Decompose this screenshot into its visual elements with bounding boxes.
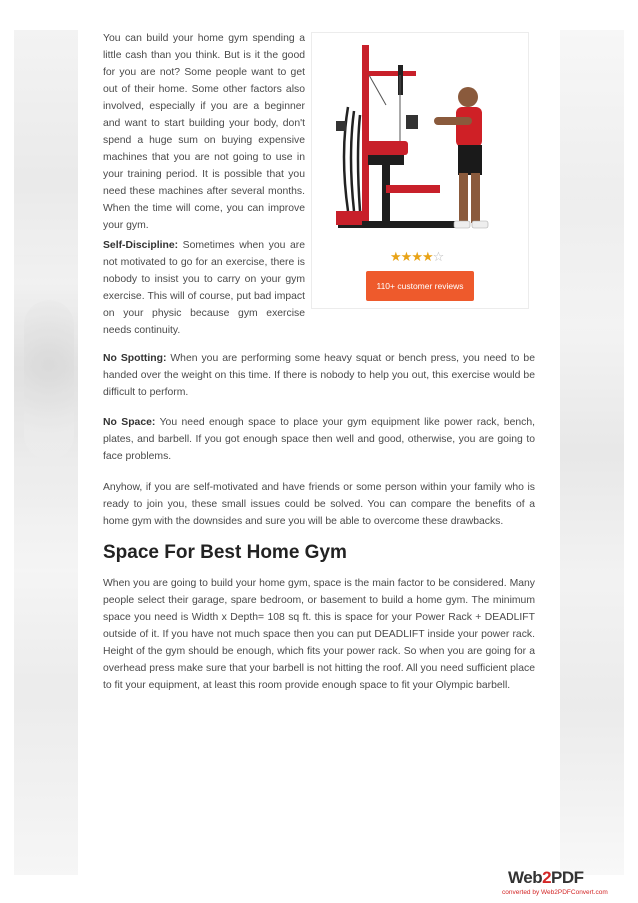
section-heading: Space For Best Home Gym — [103, 542, 347, 563]
self-discipline-text: Sometimes when you are not motivated to go for an exercise, there is nobody to insist you to carry on your gym exercise. This will of course, put bad impact on your physic because gym exercise needs continuity. — [103, 240, 305, 336]
home-gym-product-image[interactable] — [326, 35, 512, 247]
star-filled-icon: ★ — [421, 249, 433, 264]
no-space-paragraph — [103, 414, 535, 465]
space-paragraph: When you are going to build your home gym, space is the main factor to be considered. Many people select their garage, spare bedroom, or basement to build a home gym. The minimum space you need is Width x Depth= 108 sq ft. this is space for your Power Rack + DEADLIFT outside of it. If you have not much space then you can put DEADLIFT inside your power rack. Height of the gym should be enough, which fits your power rack. So when you are going for a overhead press make sure that your barbell is not hitting the roof. All you need sufficient place to fit your equipment, at least this room provide enough space to fit your Olympic barbell. — [103, 578, 535, 691]
no-spotting-text: When you are performing some heavy squat or bench press, you need to be handed over the weight on this time. If there is nobody to help you out, this exercise would be difficult to perform. — [103, 353, 535, 398]
converted-by-link[interactable]: converted by Web2PDFConvert.com — [502, 889, 608, 896]
no-space-label: No Space: — [103, 417, 156, 428]
no-spotting-label: No Spotting: — [103, 353, 167, 364]
web2pdf-logo[interactable] — [508, 868, 584, 888]
anyhow-paragraph: Anyhow, if you are self-motivated and have friends or some person within your family who is ready to join you, these small issues could be solved. You can compare the benefits of a home gym with the downsides and sure you will be able to overcome these drawbacks. — [103, 482, 535, 527]
self-discipline-paragraph — [103, 237, 305, 339]
article-page — [80, 28, 558, 873]
background-left-strip — [14, 30, 78, 875]
star-filled-icon: ★ — [400, 249, 412, 264]
customer-reviews-button[interactable]: 110+ customer reviews — [366, 271, 474, 301]
star-filled-icon: ★ — [390, 249, 401, 264]
logo-text-end: PDF — [551, 868, 584, 887]
intro-paragraph: You can build your home gym spending a little cash than you think. But is it the good for you are not? Some people want to get out of their home. Some other factors also involved, especially if you are a beginner and want to start building your body, don't spend a huge sum on buying expensive machines that you are not going to use in your training period. It is possible that you need these machines after several months. When the time will come, you can improve your gym. — [103, 33, 305, 231]
background-right-strip — [560, 30, 624, 875]
product-card — [311, 32, 529, 309]
no-spotting-paragraph — [103, 350, 535, 401]
rating-stars — [390, 249, 443, 265]
self-discipline-label: Self-Discipline: — [103, 240, 179, 251]
star-empty-icon: ☆ — [432, 249, 444, 264]
star-filled-icon: ★ — [411, 249, 422, 264]
logo-text-accent: 2 — [542, 868, 552, 887]
no-space-text: You need enough space to place your gym equipment like power rack, bench, plates, and barbell. If you got enough space then well and good, otherwise, you are going to face problems. — [103, 417, 536, 462]
logo-text-main: Web — [508, 868, 543, 887]
